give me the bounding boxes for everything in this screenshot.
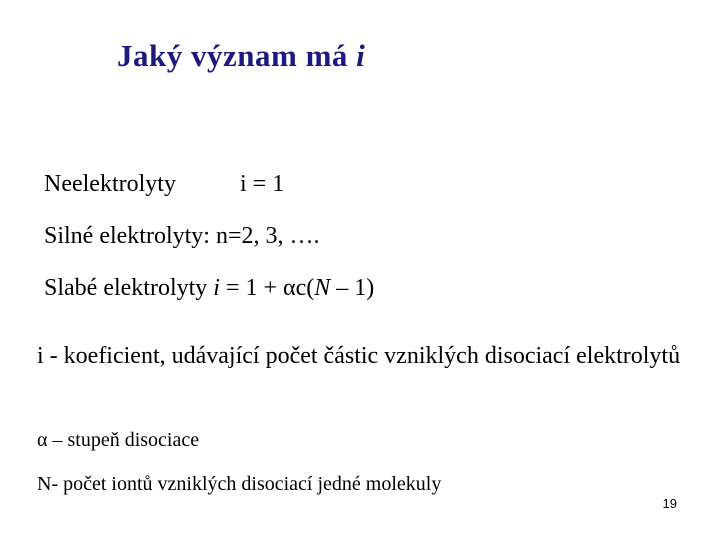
slabe-var-i: i [213, 275, 220, 301]
neelektrolyty-value: i = 1 [240, 171, 285, 197]
slabe-elektrolyty-line [44, 274, 374, 302]
N-definition: N- počet iontů vzniklých disociací jedné molekuly [37, 473, 442, 495]
slide-title-text: Jaký význam má [117, 38, 357, 73]
alpha-definition: α – stupeň disociace [37, 429, 200, 451]
i-definition: i - koeficient, udávající počet částic vzniklých disociací elektrolytů [37, 343, 681, 369]
slabe-var-N: N [314, 275, 331, 301]
slabe-middle: = 1 + αc( [219, 275, 315, 301]
slide-title [117, 38, 365, 74]
slabe-prefix: Slabé elektrolyty [44, 275, 214, 301]
neelektrolyty-term: Neelektrolyty [44, 171, 176, 197]
neelektrolyty-line [44, 170, 285, 198]
page-number: 19 [662, 496, 677, 511]
slabe-suffix: – 1) [330, 275, 375, 301]
slide-title-variable: i [356, 38, 366, 73]
silne-elektrolyty-line: Silné elektrolyty: n=2, 3, …. [44, 223, 320, 249]
